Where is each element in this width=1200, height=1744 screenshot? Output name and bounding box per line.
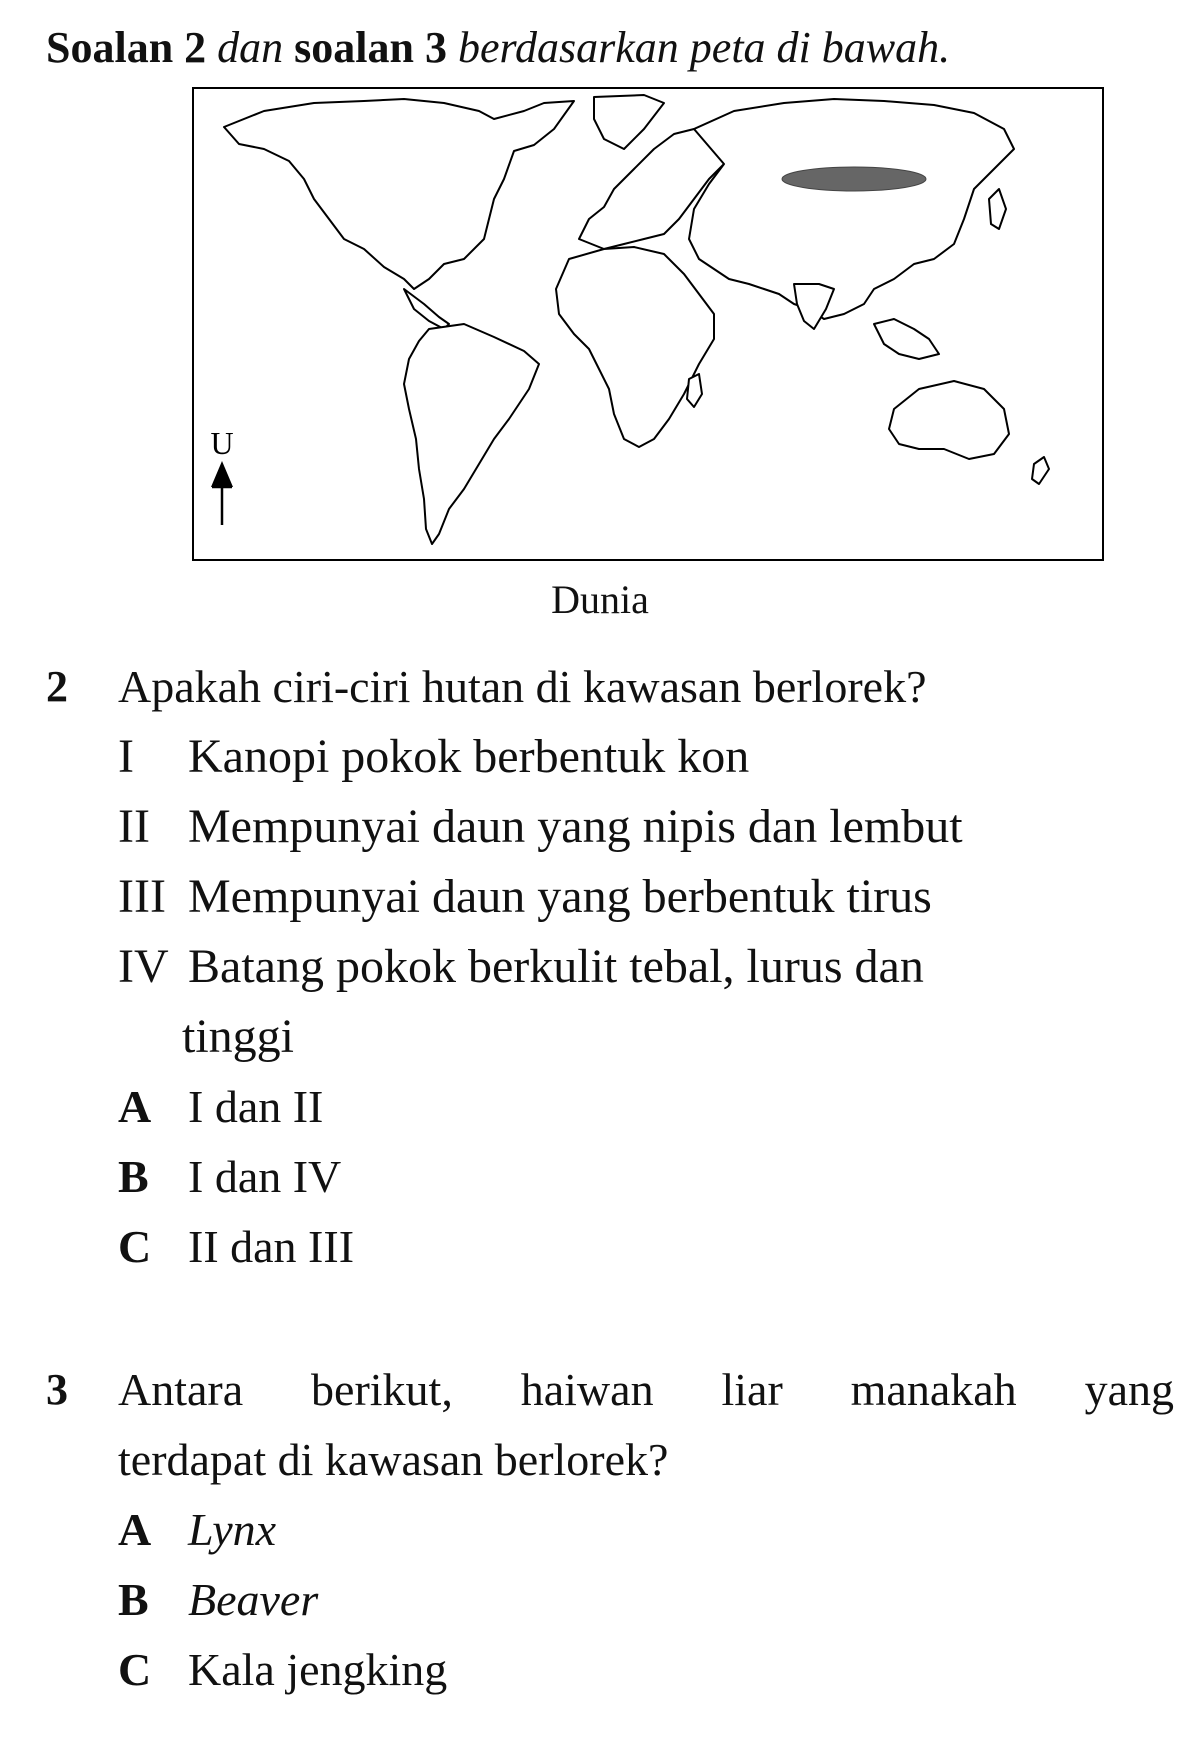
statement-i-text: Kanopi pokok berbentuk kon <box>188 730 750 783</box>
africa-shape <box>556 247 714 447</box>
central-america-shape <box>404 289 449 329</box>
title-part-soalan-2: Soalan 2 <box>46 23 207 72</box>
statement-iii-text: Mempunyai daun yang berbentuk tirus <box>188 870 932 923</box>
north-arrow <box>210 425 233 525</box>
statement-iv-text: Batang pokok berkulit tebal, lurus dan <box>188 940 924 993</box>
question-2-option-a[interactable] <box>118 1072 323 1142</box>
option-b-text: I dan IV <box>188 1151 342 1202</box>
statement-ii <box>118 792 963 862</box>
option-a-letter: A <box>118 1081 152 1132</box>
question-2-option-b[interactable] <box>118 1142 341 1212</box>
question-3-text-line-1: Antara berikut, haiwan liar manakah yang <box>118 1364 1174 1415</box>
option-a-letter: A <box>118 1504 152 1555</box>
option-c-text: II dan III <box>188 1221 355 1272</box>
title-part-dan: dan <box>217 23 284 72</box>
map-caption: Dunia <box>551 577 649 622</box>
greenland-shape <box>594 95 664 149</box>
option-b-text: Beaver <box>188 1574 319 1625</box>
statement-i <box>118 722 749 792</box>
question-3-number: 3 <box>46 1365 68 1414</box>
south-america-shape <box>404 324 539 544</box>
title-part-instruction: berdasarkan peta di bawah. <box>458 23 951 72</box>
question-2-option-c[interactable] <box>118 1212 354 1282</box>
north-america-shape <box>224 99 574 289</box>
option-c-text: Kala jengking <box>188 1644 448 1695</box>
option-c-letter: C <box>118 1644 152 1695</box>
option-b-letter: B <box>118 1151 149 1202</box>
north-arrow-label: U <box>210 425 234 461</box>
option-c-letter: C <box>118 1221 152 1272</box>
australia-shape <box>889 381 1009 459</box>
world-map <box>192 87 1104 561</box>
option-a-text: I dan II <box>188 1081 324 1132</box>
question-3-option-a[interactable] <box>118 1495 276 1565</box>
title-part-soalan-3: soalan 3 <box>294 23 447 72</box>
new-zealand-shape <box>1032 457 1049 484</box>
statement-ii-numeral: II <box>118 800 150 853</box>
southeast-asia-islands-shape <box>874 319 939 359</box>
statement-i-numeral: I <box>118 730 134 783</box>
question-3-text-line-2: terdapat di kawasan berlorek? <box>118 1434 669 1485</box>
japan-shape <box>989 189 1006 229</box>
statement-ii-text: Mempunyai daun yang nipis dan lembut <box>188 800 963 853</box>
page-title <box>46 22 950 73</box>
statement-iii-numeral: III <box>118 870 166 923</box>
world-map-drawing <box>194 89 1102 559</box>
statement-iv <box>118 932 924 1002</box>
option-a-text: Lynx <box>188 1504 277 1555</box>
question-3-option-c[interactable] <box>118 1635 447 1705</box>
statement-iv-continuation: tinggi <box>182 1010 295 1063</box>
statement-iv-numeral: IV <box>118 940 169 993</box>
asia-shape <box>689 99 1014 319</box>
statement-iii <box>118 862 932 932</box>
question-2-text: Apakah ciri-ciri hutan di kawasan berlorek? <box>118 661 927 712</box>
madagascar-shape <box>687 374 702 407</box>
question-3-text <box>118 1355 1174 1425</box>
question-2-number: 2 <box>46 662 68 711</box>
question-3-option-b[interactable] <box>118 1565 318 1635</box>
shaded-region <box>782 167 926 191</box>
option-b-letter: B <box>118 1574 149 1625</box>
india-shape <box>794 284 834 329</box>
